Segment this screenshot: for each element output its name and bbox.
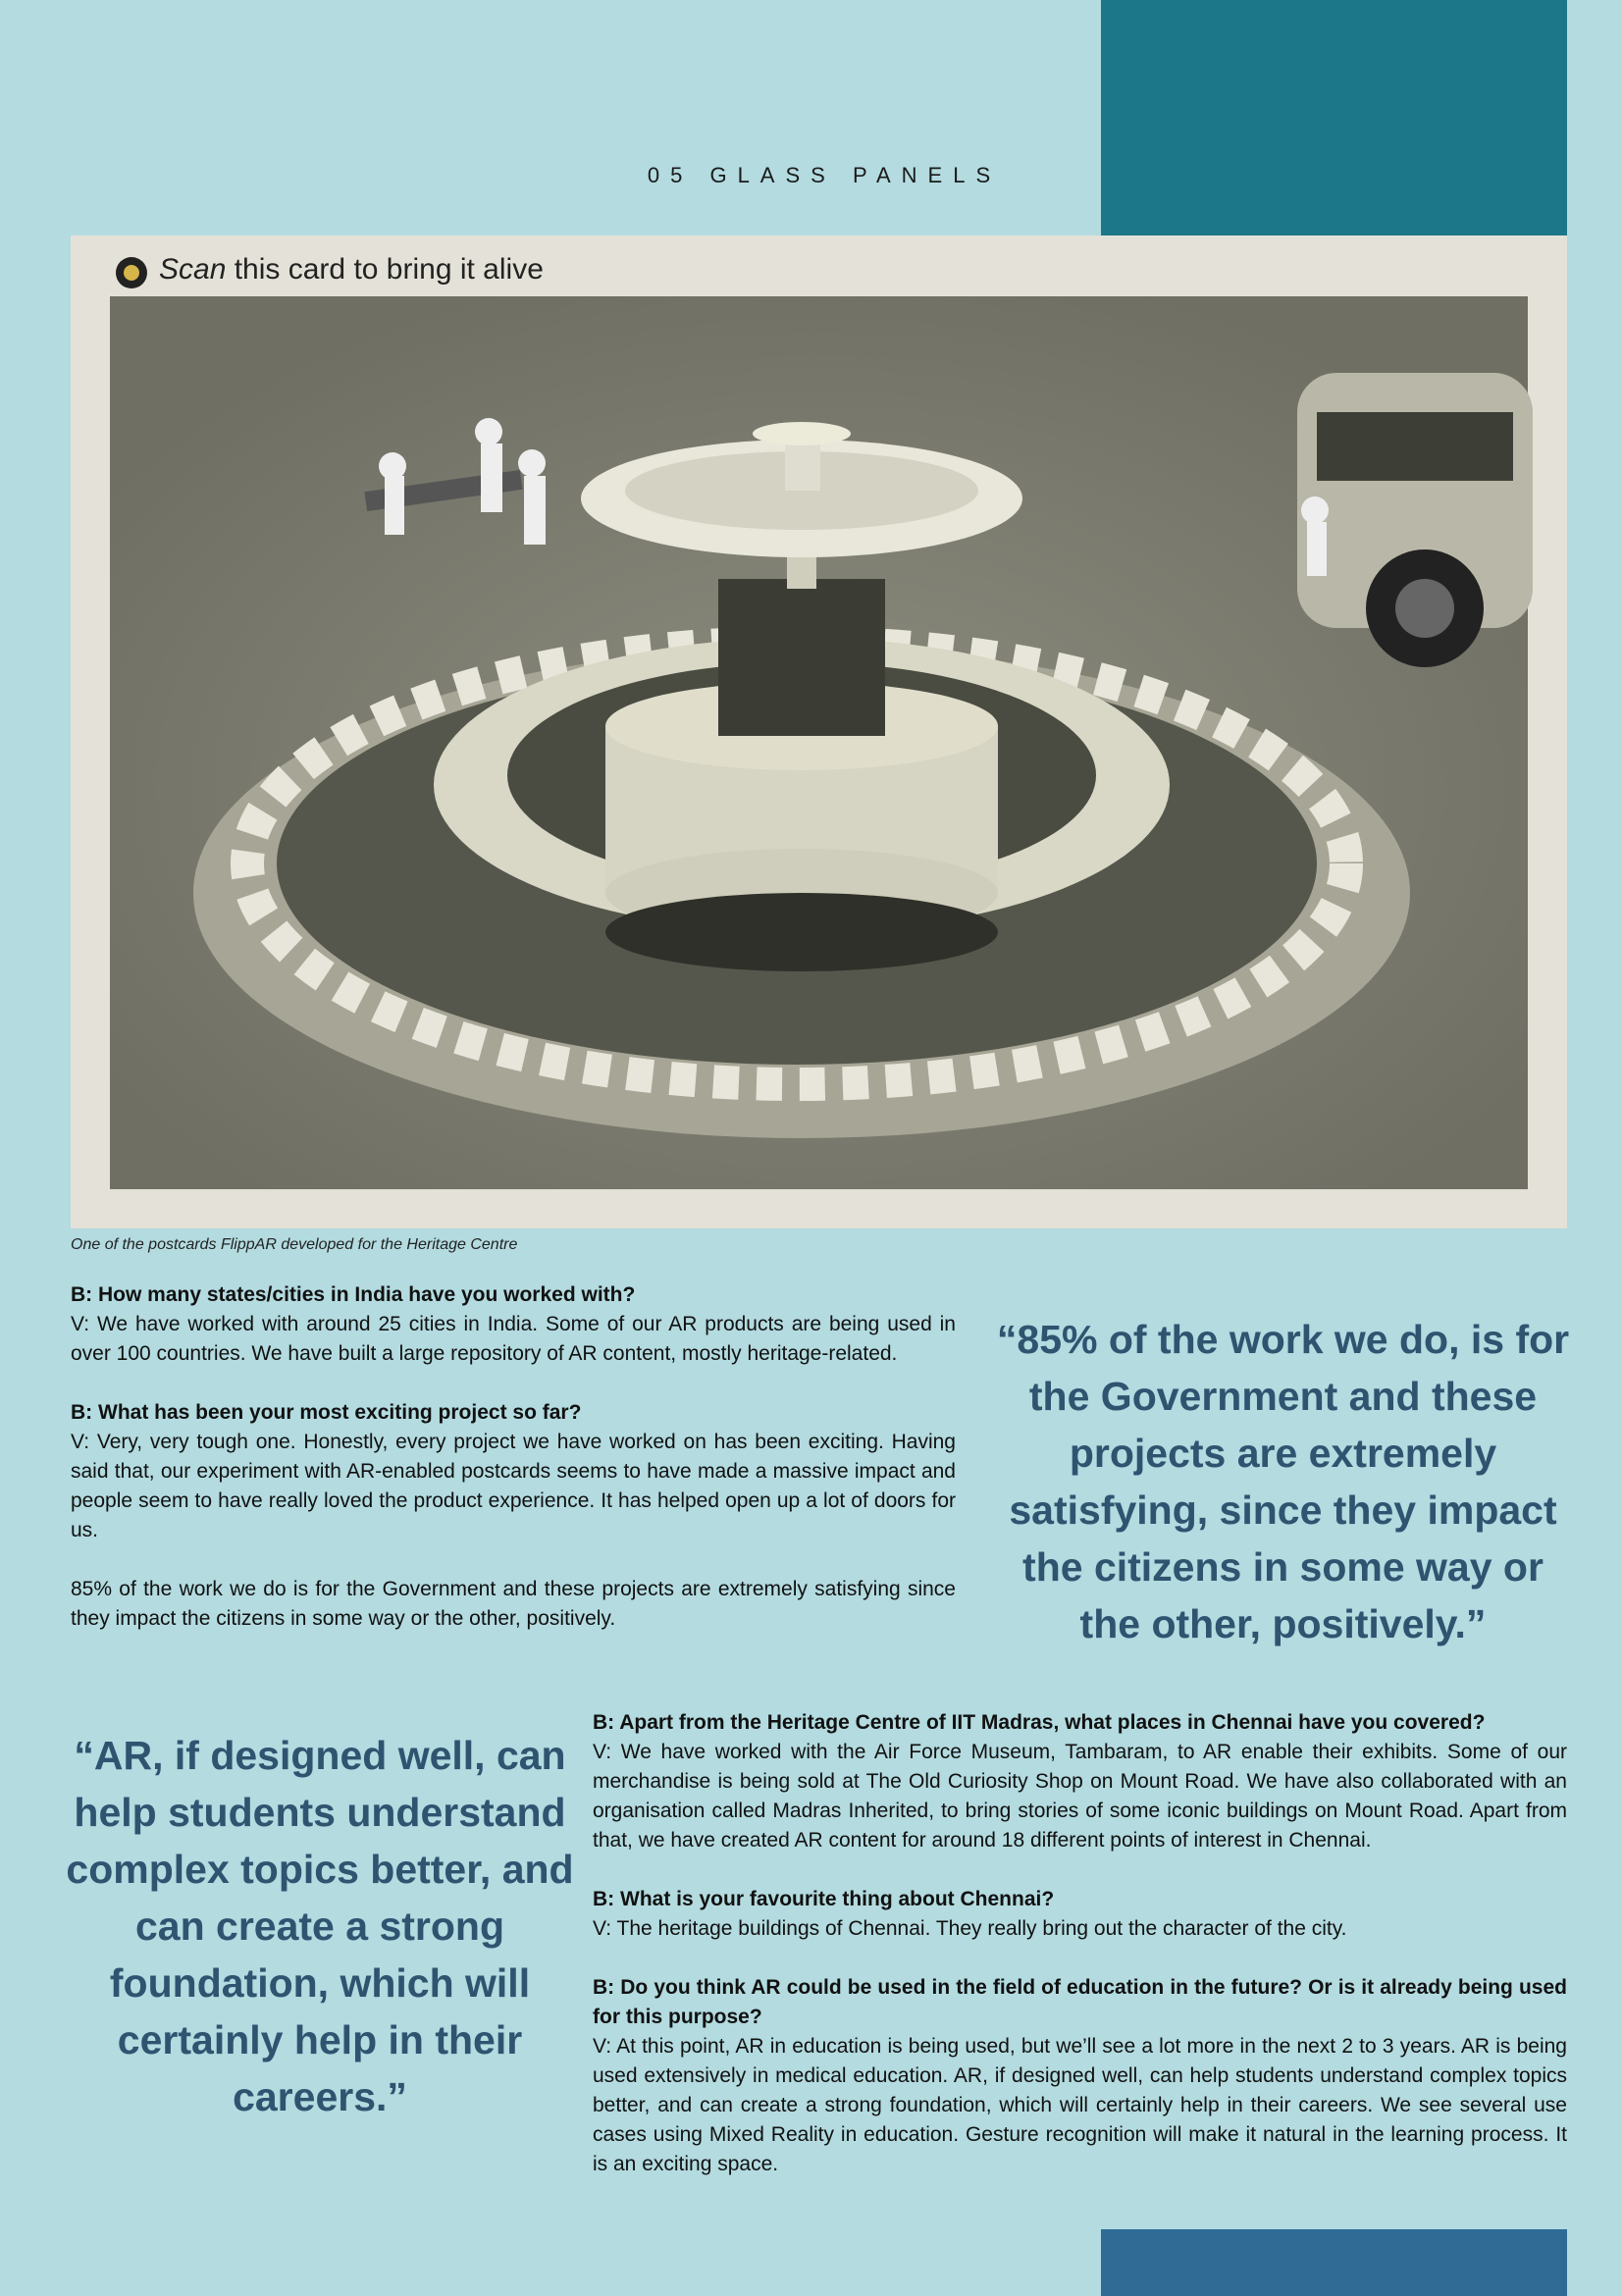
question-2: B: What has been your most exciting project so far?: [71, 1401, 582, 1424]
question-5: B: Do you think AR could be used in the field of education in the future? Or is it already being used for this purpose?: [593, 1976, 1567, 2028]
pull-quote-government: “85% of the work we do, is for the Government and these projects are extremely satisfying, since they impact the citizens in some way or the other, positively.”: [996, 1317, 1570, 1646]
scan-label-italic: Scan: [159, 253, 227, 286]
page-header: 05 GLASS PANELS: [647, 163, 1002, 187]
question-3: B: Apart from the Heritage Centre of IIT Madras, what places in Chennai have you covered?: [593, 1711, 1486, 1734]
interview-column-1: [71, 1280, 956, 1634]
pull-quote-education: “AR, if designed well, can help students understand complex topics better, and can create a strong foundation, which will certainly help in their careers.”: [66, 1733, 574, 2119]
fountain-illustration: [71, 235, 1567, 1228]
answer-2-extra: 85% of the work we do is for the Government and these projects are extremely satisfying since they impact the citizens in some way or the other, positively.: [71, 1578, 956, 1630]
interview-column-2: [593, 1708, 1567, 2179]
answer-2: V: Very, very tough one. Honestly, every project we have worked on has been exciting. Having said that, our experiment with AR-enabled postcards seems to have made a massive impact and people seem to have really loved the product experience. It has helped open up a lot of doors for us.: [71, 1431, 956, 1541]
answer-1: V: We have worked with around 25 cities in India. Some of our AR products are being used in over 100 countries. We have built a large repository of AR content, mostly heritage-related.: [71, 1313, 956, 1365]
decorative-teal-block: [1101, 0, 1567, 235]
svg-text:Scan this card to bring it ali: [159, 253, 544, 286]
scan-label-rest: this card to bring it alive: [226, 253, 544, 286]
photo-caption: One of the postcards FlippAR developed for the Heritage Centre: [71, 1236, 518, 1253]
question-4: B: What is your favourite thing about Chennai?: [593, 1888, 1055, 1910]
answer-3: V: We have worked with the Air Force Museum, Tambaram, to AR enable their exhibits. Some of our merchandise is being sold at The Old Curiosity Shop on Mount Road. We have also collaborated with an organisation called Madras Inherited, to bring stories of some iconic buildings on Mount Road. Apart from that, we have created AR content for around 18 different points of interest in Chennai.: [593, 1741, 1567, 1852]
question-1: B: How many states/cities in India have you worked with?: [71, 1283, 636, 1306]
answer-5: V: At this point, AR in education is being used, but we’ll see a lot more in the next 2 to 3 years. AR is being used extensively in medical education. AR, if designed well, can help students understand complex topics better, and can create a strong foundation, which will certainly help in their careers. We see several use cases using Mixed Reality in education. Gesture recognition will make it natural in the learning process. It is an exciting space.: [593, 2035, 1567, 2175]
decorative-blue-block: [1101, 2229, 1567, 2296]
postcard-photo: [71, 235, 1567, 1228]
answer-4: V: The heritage buildings of Chennai. They really bring out the character of the city.: [593, 1917, 1347, 1940]
